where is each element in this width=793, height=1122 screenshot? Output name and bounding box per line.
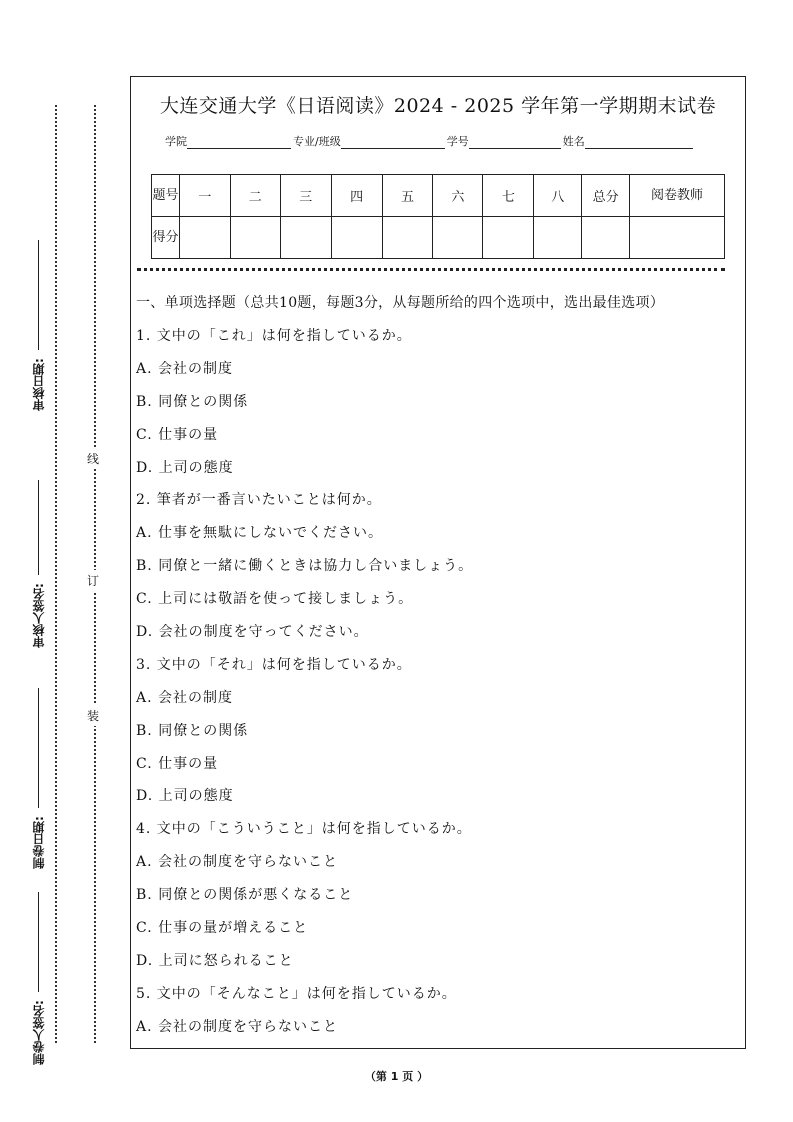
option-line: B. 同僚との関係 [136, 722, 249, 739]
col-header: 一 [179, 175, 230, 217]
college-field[interactable] [187, 137, 291, 149]
name-label: 姓名 [562, 135, 585, 148]
student-info-row [165, 133, 695, 149]
major-class-label: 专业/班级 [293, 135, 341, 148]
option-line: D. 上司の態度 [136, 788, 234, 805]
option-line: A. 会社の制度を守らないこと [136, 854, 339, 871]
exam-title: 大连交通大学《日语阅读》2024 - 2025 学年第一学期期末试卷 [159, 95, 717, 117]
option-line: C. 仕事の量 [136, 755, 219, 772]
question-line: 3. 文中の「それ」は何を指しているか。 [136, 656, 412, 673]
score-table [151, 174, 725, 259]
question-section [136, 287, 736, 1044]
col-header: 七 [483, 175, 534, 217]
option-line: A. 会社の制度を守らないこと [136, 1018, 339, 1035]
score-cell[interactable] [230, 217, 280, 259]
option-line: C. 仕事の量が増えること [136, 920, 309, 937]
question-line: 5. 文中の「そんなこと」は何を指しているか。 [136, 985, 457, 1002]
total-score-cell[interactable] [582, 217, 630, 259]
col-header: 四 [331, 175, 382, 217]
review-date-field [30, 240, 47, 411]
section-separator [137, 268, 725, 271]
score-cell[interactable] [331, 217, 382, 259]
option-line: D. 上司の態度 [136, 459, 234, 476]
compose-date-label: 制卷日期: [32, 816, 46, 869]
composer-sign-label: 制卷人签名: [32, 1000, 46, 1065]
score-cell[interactable] [433, 217, 483, 259]
section-heading: 一、单项选择题（总共10题，每题3分，从每题所给的四个选项中，选出最佳选项） [136, 295, 665, 311]
page-number: （第 1 页 ） [364, 1070, 429, 1083]
composer-sign-blank[interactable] [39, 892, 40, 992]
grader-cell[interactable] [630, 217, 725, 259]
reviewer-sign-blank[interactable] [39, 480, 40, 575]
score-cell[interactable] [280, 217, 331, 259]
review-date-blank[interactable] [39, 240, 40, 350]
binding-char-line: 线 [87, 448, 99, 469]
binding-dotted-line-outer [55, 105, 57, 1043]
col-header: 五 [382, 175, 433, 217]
score-table-header-row [152, 175, 725, 217]
binding-char-staple: 订 [87, 570, 99, 591]
student-id-label: 学号 [446, 135, 469, 148]
major-class-field[interactable] [341, 137, 445, 149]
score-table-score-row [152, 217, 725, 259]
college-label: 学院 [165, 135, 187, 148]
option-line: D. 上司に怒られること [136, 952, 294, 969]
total-score-header: 总分 [582, 175, 630, 217]
question-line: 1. 文中の「これ」は何を指しているか。 [136, 328, 412, 344]
option-line: B. 同僚と一緒に働くときは協力し合いましょう。 [136, 558, 474, 575]
reviewer-sign-field [30, 480, 47, 648]
score-cell[interactable] [483, 217, 534, 259]
score-cell[interactable] [534, 217, 582, 259]
composer-sign-field [30, 892, 47, 1065]
score-cell[interactable] [382, 217, 433, 259]
compose-date-field [30, 688, 47, 869]
option-line: D. 会社の制度を守ってください。 [136, 624, 369, 641]
col-header: 六 [433, 175, 483, 217]
binding-char-bind: 装 [87, 705, 99, 726]
option-line: A. 会社の制度 [136, 689, 234, 706]
option-line: A. 会社の制度 [136, 360, 234, 377]
reviewer-sign-label: 审核人签名: [32, 583, 46, 648]
option-line: A. 仕事を無駄にしないでください。 [136, 525, 384, 542]
option-line: C. 仕事の量 [136, 426, 219, 443]
grader-header: 阅卷教师 [630, 175, 725, 217]
question-line: 2. 筆者が一番言いたいことは何か。 [136, 492, 382, 509]
student-id-field[interactable] [469, 137, 561, 149]
score-cell[interactable] [179, 217, 230, 259]
name-field[interactable] [585, 137, 693, 149]
question-line: 4. 文中の「こういうこと」は何を指しているか。 [136, 821, 472, 838]
col-header: 八 [534, 175, 582, 217]
option-line: B. 同僚との関係が悪くなること [136, 887, 354, 904]
col-header: 二 [230, 175, 280, 217]
question-number-label: 题号 [152, 175, 180, 217]
review-date-label: 审核日期: [32, 358, 46, 411]
exam-frame [130, 76, 746, 1049]
option-line: B. 同僚との関係 [136, 393, 249, 410]
score-label: 得分 [152, 217, 180, 259]
compose-date-blank[interactable] [39, 688, 40, 808]
option-line: C. 上司には敬語を使って接しましょう。 [136, 591, 414, 608]
col-header: 三 [280, 175, 331, 217]
